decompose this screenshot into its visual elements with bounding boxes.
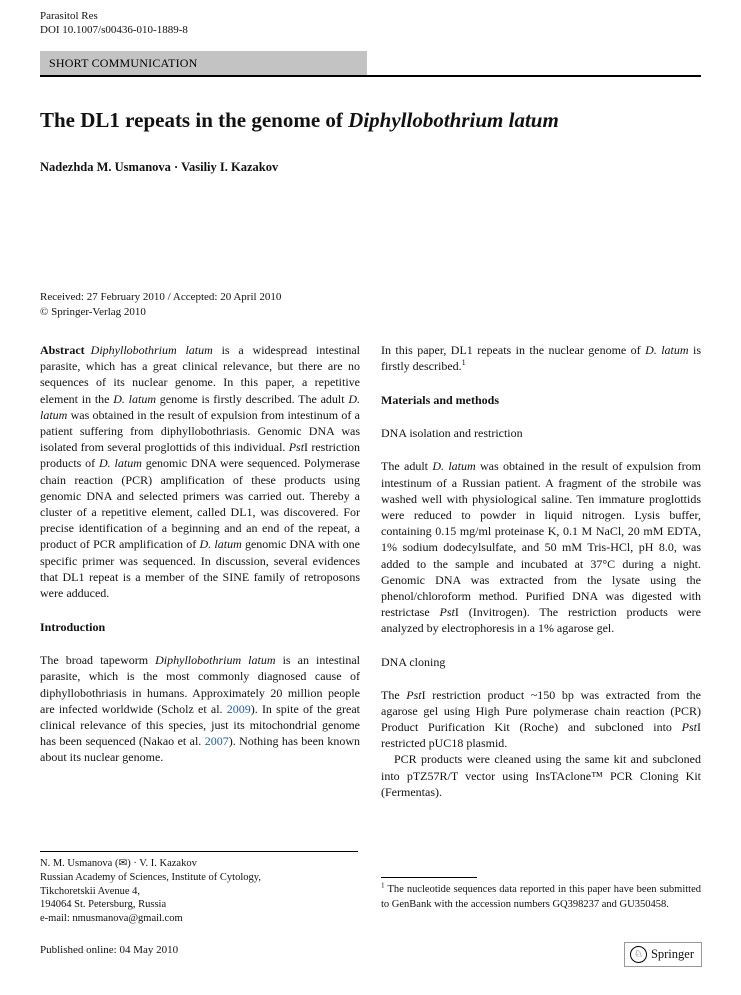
copyright-line: © Springer-Verlag 2010 xyxy=(40,305,146,318)
authors-line: Nadezhda M. Usmanova · Vasiliy I. Kazakov xyxy=(40,160,279,174)
journal-name: Parasitol Res xyxy=(40,10,98,22)
text-segment: D. latum xyxy=(40,391,360,422)
address-block xyxy=(40,857,261,926)
footnote-text xyxy=(381,883,701,912)
text-segment: genomic DNA were sequenced. Polymerase chain reaction (PCR) amplification of these products using genomic DNA and selected primers was carried out. Thereby a cluster of a repetitive element, called DL1, was discovered. For precise identification of a beginning and an end of the repeat, a product of PCR amplification of xyxy=(40,456,360,552)
address-email-line: e-mail: nmusmanova@gmail.com xyxy=(40,913,183,925)
journal-header xyxy=(40,9,188,37)
text-segment: Diphyllobothrium latum xyxy=(348,108,559,132)
springer-label: Springer xyxy=(650,947,694,961)
text-segment: I restriction product ~150 bp was extracted from the agarose gel using High Pure polymerase chain reaction (PCR) Product Purification Kit (Roche) and subcloned into xyxy=(381,687,701,735)
dna-isolation-paragraph xyxy=(381,458,701,636)
text-segment: is an intestinal parasite, which is the most commonly diagnosed cause of diphyllobothriasis in humans. Approximately 20 million people are infected worldwide (Scholz et al. xyxy=(40,653,360,716)
materials-methods-heading: Materials and methods xyxy=(381,393,499,408)
text-segment: The nucleotide sequences data reported in this paper have been submitted to GenBank with the accession numbers GQ398237 and GU350458. xyxy=(381,884,701,910)
received-accepted-line: Received: 27 February 2010 / Accepted: 20 April 2010 xyxy=(40,291,282,303)
address-institute-line: Russian Academy of Sciences, Institute of Cytology, xyxy=(40,871,261,883)
text-segment: is a widespread intestinal parasite, which has a great clinical relevance, but there are no sequences of its nuclear genome. In this paper, a repetitive element in the xyxy=(40,343,360,406)
text-segment: I (Invitrogen). The restriction products were analyzed by electrophoresis in a 1% agarose gel. xyxy=(381,605,701,636)
text-segment: D. latum xyxy=(432,459,476,474)
text-segment: genome is firstly described. The adult xyxy=(156,391,349,406)
citation-link[interactable]: 2007 xyxy=(204,734,229,749)
text-segment: Pst xyxy=(681,720,697,735)
text-segment: 1 xyxy=(461,358,466,368)
section-label: SHORT COMMUNICATION xyxy=(49,55,198,70)
footnote-rule xyxy=(381,877,477,878)
text-segment: Pst xyxy=(439,605,455,620)
text-segment: D. latum xyxy=(645,343,689,357)
section-banner xyxy=(40,51,367,75)
address-authors-line: N. M. Usmanova (✉) · V. I. Kazakov xyxy=(40,858,197,869)
left-column xyxy=(40,342,360,782)
text-segment: Diphyllobothrium latum xyxy=(155,653,276,668)
text-segment: The broad tapeworm xyxy=(40,653,156,668)
text-segment: The DL1 repeats in the genome of xyxy=(40,108,349,132)
address-rule xyxy=(40,851,358,852)
text-segment: is firstly described. xyxy=(381,343,702,374)
text-segment: D. latum xyxy=(113,391,156,406)
introduction-heading: Introduction xyxy=(40,620,106,635)
text-segment: 1 xyxy=(381,881,385,890)
text-segment: Diphyllobothrium latum xyxy=(90,343,213,357)
text-segment: In this paper, DL1 repeats in the nuclear genome of xyxy=(381,343,646,357)
text-segment: genomic DNA with one specific primer was sequenced. In discussion, several evidences that DL1 repeat is a member of the SINE family of retroposons were adduced. xyxy=(40,537,361,601)
abstract-paragraph xyxy=(40,342,360,601)
published-online-line: Published online: 04 May 2010 xyxy=(40,944,179,956)
right-column xyxy=(381,342,701,816)
text-segment: D. latum xyxy=(99,456,142,471)
text-segment: Pst xyxy=(406,687,422,702)
address-city-line: 194064 St. Petersburg, Russia xyxy=(40,899,167,911)
dates-block xyxy=(40,290,281,319)
text-segment: PCR products were cleaned using the same kit and subcloned into pTZ57R/T vector using InsTAclone™ PCR Cloning Kit (Fermentas). xyxy=(381,752,701,799)
dna-cloning-paragraph-1 xyxy=(381,687,701,752)
dna-cloning-paragraph-2 xyxy=(381,751,701,800)
text-segment: ). In spite of the great clinical relevance of this species, just its mitochondrial genome has been sequenced (Nakao et al. xyxy=(40,701,361,749)
springer-logo xyxy=(624,942,702,967)
introduction-continued-paragraph xyxy=(381,342,701,374)
springer-horse-icon: ♘ xyxy=(630,946,647,963)
text-segment: The adult xyxy=(381,459,433,474)
article-title xyxy=(40,107,700,133)
header-rule xyxy=(40,75,701,77)
text-segment: ). Nothing has been known about its nuclear genome. xyxy=(40,734,360,765)
text-segment: The xyxy=(381,687,407,702)
introduction-paragraph xyxy=(40,652,360,765)
dna-cloning-subheading: DNA cloning xyxy=(381,654,446,669)
text-segment: was obtained in the result of expulsion from intestinum of a patient suffering from diphyllobothriasis. Genomic DNA was isolated from several proglottids of this individual. xyxy=(40,407,360,455)
address-street-line: Tikchoretskii Avenue 4, xyxy=(40,885,141,897)
journal-doi: DOI 10.1007/s00436-010-1889-8 xyxy=(40,24,188,36)
text-segment: D. latum xyxy=(199,537,242,552)
text-segment: Pst xyxy=(288,440,305,455)
text-segment: was obtained in the result of expulsion from intestinum of a Russian patient. A fragment of the strobile was washed well with physiological saline. Ten immature proglottids were reduced to powder in liquid nitrogen. Lysis buffer, containing 0.15 mg/ml proteinase K, 0.1 M NaCl, 20 mM EDTA, 1% sodium dodecylsulfate, and 50 mM Tris-HCl, pH 8.0, was added to the sample and incubated at 37°C during a night. Genomic DNA was extracted from the lysate using the phenol/chloroform method. Purified DNA was digested with restrictase xyxy=(381,459,701,620)
text-segment: I restricted pUC18 plasmid. xyxy=(381,720,701,751)
dna-isolation-subheading: DNA isolation and restriction xyxy=(381,426,523,441)
citation-link[interactable]: 2009 xyxy=(226,701,251,716)
text-segment: Abstract xyxy=(40,343,85,357)
text-segment: I restriction products of xyxy=(40,440,360,471)
